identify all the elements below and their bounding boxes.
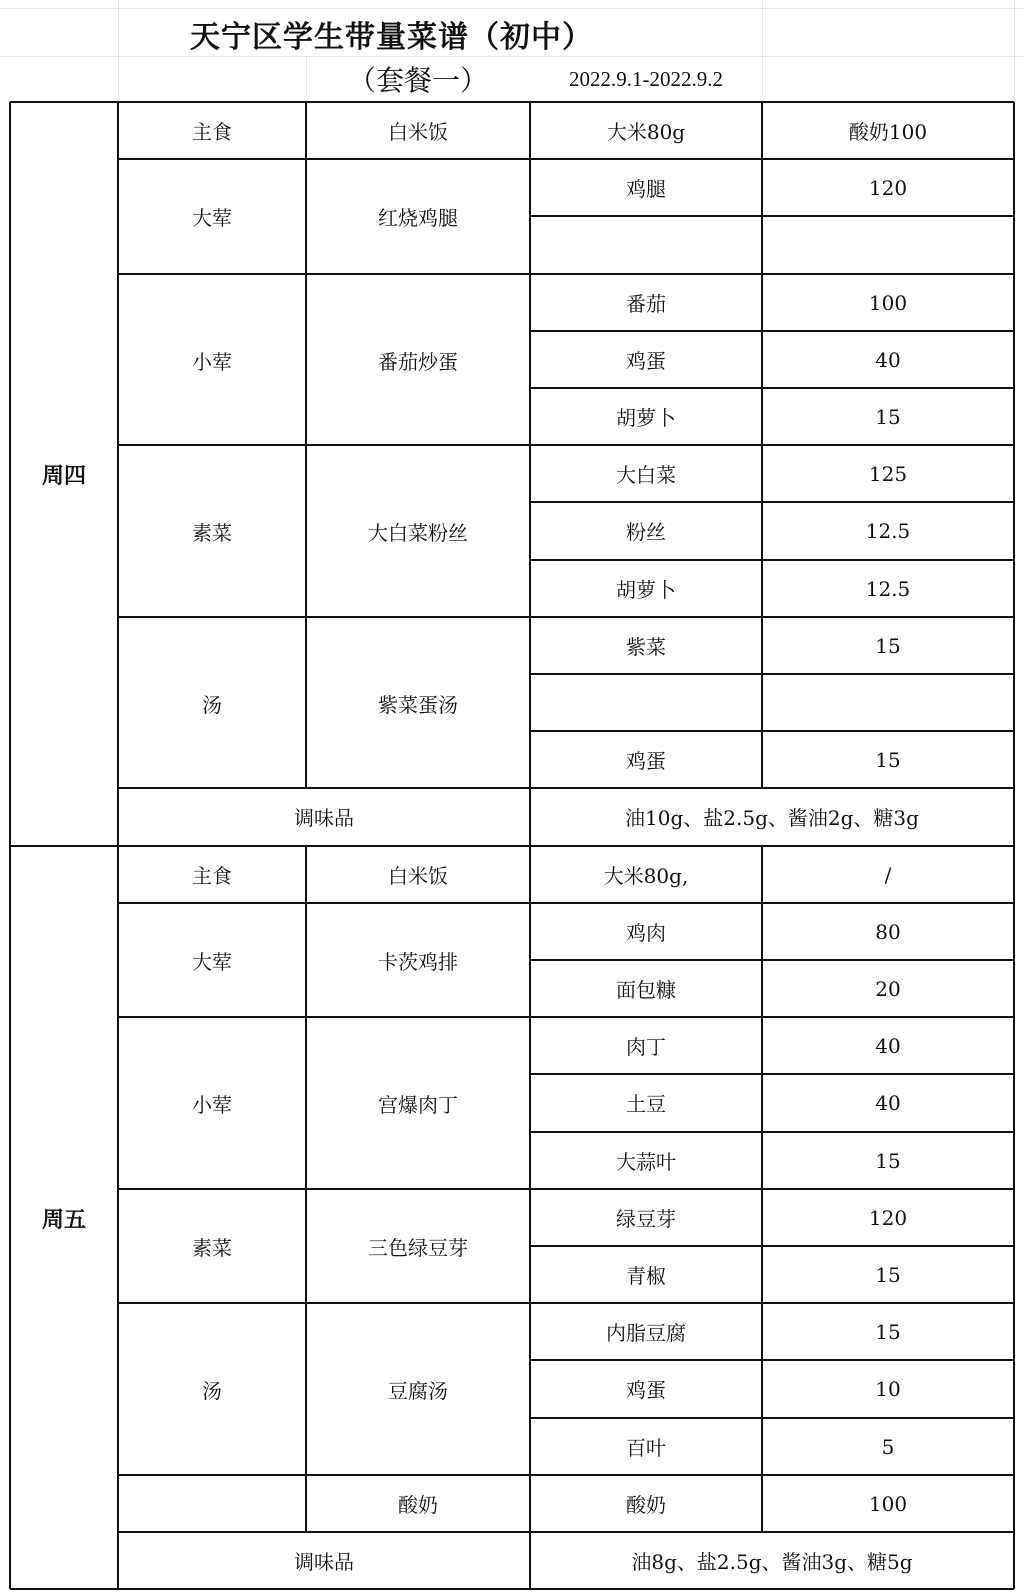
amount-cell: 40 bbox=[875, 347, 901, 372]
amount-cell: 5 bbox=[881, 1434, 895, 1459]
ingredient-cell bbox=[530, 216, 762, 273]
header-gridline bbox=[0, 8, 1024, 9]
ingredient-cell bbox=[530, 674, 762, 731]
category-cell: 汤 bbox=[202, 692, 222, 717]
ingredient-cell: 大米80g, bbox=[603, 864, 689, 888]
amount-cell: 15 bbox=[875, 1148, 901, 1173]
seasoning-label: 调味品 bbox=[294, 1550, 354, 1574]
category-cell: 汤 bbox=[202, 1378, 222, 1403]
ingredient-cell: 绿豆芽 bbox=[616, 1207, 676, 1231]
dish-cell: 酸奶 bbox=[398, 1493, 438, 1517]
seasoning-label: 调味品 bbox=[294, 806, 354, 830]
dish-cell: 大白菜粉丝 bbox=[368, 520, 468, 545]
ingredient-cell: 肉丁 bbox=[626, 1035, 666, 1059]
amount-cell: 12.5 bbox=[865, 576, 911, 601]
ingredient-cell: 鸡肉 bbox=[626, 921, 666, 945]
category-cell: 小荤 bbox=[192, 1092, 232, 1117]
set-meal-label: （套餐一） bbox=[347, 64, 488, 97]
amount-cell bbox=[762, 674, 1014, 731]
dish-cell: 红烧鸡腿 bbox=[378, 205, 458, 230]
category-cell: 小荤 bbox=[192, 349, 232, 374]
amount-cell: 100 bbox=[868, 290, 908, 315]
ingredient-cell: 百叶 bbox=[626, 1436, 666, 1460]
category-cell: 大荤 bbox=[192, 205, 232, 230]
ingredient-cell: 鸡蛋 bbox=[626, 1378, 666, 1402]
ingredient-cell: 酸奶 bbox=[626, 1493, 666, 1517]
ingredient-cell: 胡萝卜 bbox=[616, 578, 676, 602]
dish-cell: 白米饭 bbox=[388, 864, 448, 888]
amount-cell: 40 bbox=[875, 1033, 901, 1058]
category-cell: 素菜 bbox=[192, 520, 232, 545]
category-cell: 素菜 bbox=[192, 1235, 232, 1260]
amount-cell: 15 bbox=[875, 1319, 901, 1344]
seasoning-value: 油10g、盐2.5g、酱油2g、糖3g bbox=[625, 806, 919, 830]
amount-cell: 酸奶100 bbox=[848, 120, 928, 144]
ingredient-cell: 鸡腿 bbox=[626, 177, 666, 201]
day-label: 周五 bbox=[41, 1207, 86, 1233]
ingredient-cell: 粉丝 bbox=[626, 520, 666, 544]
dish-cell: 白米饭 bbox=[388, 120, 448, 144]
dish-cell: 宫爆肉丁 bbox=[378, 1092, 458, 1117]
ingredient-cell: 土豆 bbox=[626, 1092, 666, 1116]
amount-cell: 80 bbox=[875, 919, 901, 944]
ingredient-cell: 大米80g bbox=[606, 120, 686, 144]
amount-cell: / bbox=[884, 862, 892, 887]
seasoning-value: 油8g、盐2.5g、酱油3g、糖5g bbox=[631, 1550, 913, 1574]
ingredient-cell: 面包糠 bbox=[616, 978, 676, 1002]
date-range: 2022.9.1-2022.9.2 bbox=[569, 66, 723, 91]
ingredient-cell: 胡萝卜 bbox=[616, 406, 676, 430]
day-label: 周四 bbox=[41, 463, 86, 489]
amount-cell: 100 bbox=[868, 1491, 908, 1516]
ingredient-cell: 青椒 bbox=[626, 1264, 666, 1288]
ingredient-cell: 内脂豆腐 bbox=[606, 1321, 686, 1345]
ingredient-cell: 大白菜 bbox=[616, 463, 676, 487]
header-gridline bbox=[1014, 0, 1015, 102]
dish-cell: 豆腐汤 bbox=[388, 1378, 448, 1403]
category-cell: 主食 bbox=[192, 864, 232, 888]
amount-cell: 120 bbox=[868, 175, 908, 200]
dish-cell: 紫菜蛋汤 bbox=[378, 692, 458, 717]
category-cell: 大荤 bbox=[192, 949, 232, 974]
amount-cell: 40 bbox=[875, 1090, 901, 1115]
header-gridline bbox=[118, 0, 119, 102]
dish-cell: 番茄炒蛋 bbox=[378, 349, 458, 374]
amount-cell: 10 bbox=[875, 1376, 901, 1401]
dish-cell: 卡茨鸡排 bbox=[378, 949, 458, 974]
ingredient-cell: 鸡蛋 bbox=[626, 749, 666, 773]
page-title: 天宁区学生带量菜谱（初中） bbox=[190, 20, 593, 55]
ingredient-cell: 番茄 bbox=[626, 292, 666, 316]
ingredient-cell: 紫菜 bbox=[626, 635, 666, 659]
ingredient-cell: 鸡蛋 bbox=[626, 349, 666, 373]
category-cell: 主食 bbox=[192, 120, 232, 144]
amount-cell: 15 bbox=[875, 633, 901, 658]
amount-cell: 15 bbox=[875, 404, 901, 429]
amount-cell: 120 bbox=[868, 1205, 908, 1230]
amount-cell: 20 bbox=[875, 976, 901, 1001]
header-gridline bbox=[762, 0, 763, 102]
amount-cell bbox=[762, 216, 1014, 273]
amount-cell: 15 bbox=[875, 1262, 901, 1287]
category-cell bbox=[118, 1475, 306, 1532]
amount-cell: 125 bbox=[868, 461, 908, 486]
ingredient-cell: 大蒜叶 bbox=[616, 1150, 676, 1174]
dish-cell: 三色绿豆芽 bbox=[368, 1235, 468, 1260]
amount-cell: 12.5 bbox=[865, 518, 911, 543]
amount-cell: 15 bbox=[875, 747, 901, 772]
